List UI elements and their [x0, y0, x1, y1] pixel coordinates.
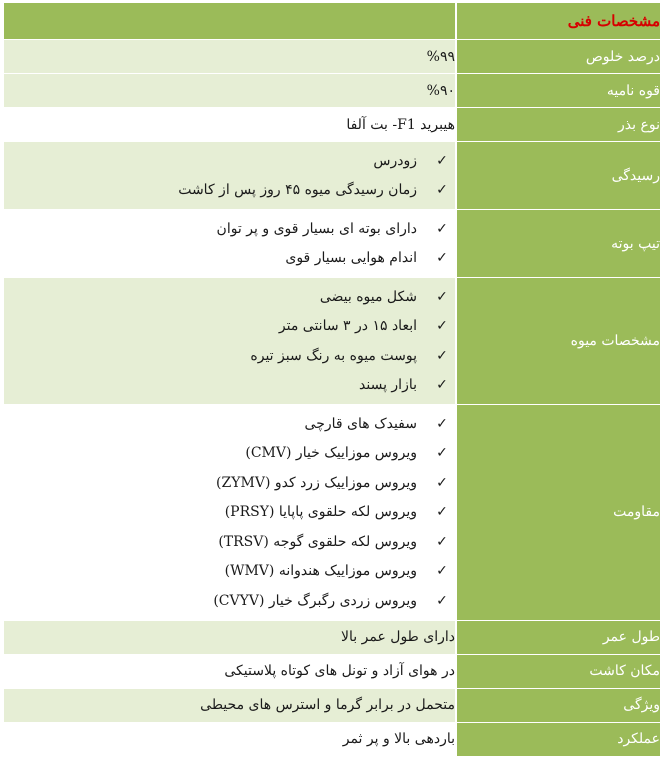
list-item-text: ویروس موزاییک هندوانه (WMV) — [224, 563, 417, 580]
list-item-text: بازار پسند — [359, 377, 417, 394]
check-list — [4, 278, 455, 404]
list-item — [4, 341, 455, 371]
list-item-text: زمان رسیدگی میوه ۴۵ روز پس از کاشت — [178, 182, 417, 199]
row-value: %۹۹ — [4, 40, 456, 74]
row-value — [4, 142, 456, 210]
row-label: مکان کاشت — [456, 654, 660, 688]
check-icon: ✓ — [436, 563, 448, 580]
row-purity — [4, 40, 660, 74]
row-label: قوه نامیه — [456, 74, 660, 108]
header-blank-cell — [4, 3, 456, 40]
list-item — [4, 312, 455, 342]
row-label: رسیدگی — [456, 142, 660, 210]
check-list — [4, 405, 455, 620]
list-item — [4, 439, 455, 469]
check-icon: ✓ — [436, 533, 448, 550]
check-icon: ✓ — [436, 504, 448, 521]
check-icon: ✓ — [436, 288, 448, 305]
row-label: مشخصات میوه — [456, 278, 660, 405]
list-item-text: ویروس موزاییک زرد کدو (ZYMV) — [216, 474, 417, 491]
row-value: %۹۰ — [4, 74, 456, 108]
row-value: باردهی بالا و پر ثمر — [4, 722, 456, 756]
list-item — [4, 146, 455, 176]
header-title: مشخصات فنی — [567, 12, 660, 30]
list-item — [4, 244, 455, 274]
check-icon: ✓ — [436, 445, 448, 462]
row-germination — [4, 74, 660, 108]
row-seed-type — [4, 108, 660, 142]
list-item-text: پوست میوه به رنگ سبز تیره — [250, 347, 417, 364]
list-item-text: اندام هوایی بسیار قوی — [285, 250, 417, 267]
row-value: در هوای آزاد و تونل های کوتاه پلاستیکی — [4, 654, 456, 688]
row-feature — [4, 688, 660, 722]
row-label: ویژگی — [456, 688, 660, 722]
header-cell — [456, 3, 660, 40]
check-icon: ✓ — [436, 250, 448, 267]
check-icon: ✓ — [436, 182, 448, 199]
list-item — [4, 586, 455, 616]
row-value — [4, 210, 456, 278]
list-item-text: زودرس — [373, 152, 417, 169]
row-planting-place — [4, 654, 660, 688]
row-label: طول عمر — [456, 620, 660, 654]
header-row — [4, 3, 660, 40]
row-value: هیبرید F1- بت آلفا — [4, 108, 456, 142]
row-value — [4, 405, 456, 621]
list-item-text: دارای بوته ای بسیار قوی و پر توان — [216, 220, 417, 237]
check-icon: ✓ — [436, 152, 448, 169]
check-icon: ✓ — [436, 220, 448, 237]
row-fruit-specs — [4, 278, 660, 405]
list-item — [4, 409, 455, 439]
check-icon: ✓ — [436, 347, 448, 364]
row-maturity — [4, 142, 660, 210]
row-plant-type — [4, 210, 660, 278]
list-item — [4, 557, 455, 587]
check-list — [4, 142, 455, 209]
spec-table — [4, 3, 660, 757]
row-label: تیپ بوته — [456, 210, 660, 278]
list-item — [4, 282, 455, 312]
list-item — [4, 498, 455, 528]
row-value: متحمل در برابر گرما و استرس های محیطی — [4, 688, 456, 722]
check-icon: ✓ — [436, 415, 448, 432]
row-value — [4, 278, 456, 405]
list-item-text: شکل میوه بیضی — [319, 288, 417, 305]
row-label: نوع بذر — [456, 108, 660, 142]
list-item — [4, 214, 455, 244]
list-item — [4, 176, 455, 206]
list-item — [4, 371, 455, 401]
check-icon: ✓ — [436, 474, 448, 491]
list-item-text: ویروس لکه حلقوی پاپایا (PRSY) — [224, 504, 417, 521]
row-label: عملکرد — [456, 722, 660, 756]
check-icon: ✓ — [436, 592, 448, 609]
list-item-text: ویروس زردی رگبرگ خیار (CVYV) — [213, 592, 417, 609]
check-list — [4, 210, 455, 277]
row-longevity — [4, 620, 660, 654]
list-item-text: ابعاد ۱۵ در ۳ سانتی متر — [278, 318, 417, 335]
check-icon: ✓ — [436, 318, 448, 335]
row-label: درصد خلوص — [456, 40, 660, 74]
row-value: دارای طول عمر بالا — [4, 620, 456, 654]
list-item — [4, 527, 455, 557]
row-resistance — [4, 405, 660, 621]
list-item-text: ویروس لکه حلقوی گوجه (TRSV) — [218, 533, 417, 550]
row-label: مقاومت — [456, 405, 660, 621]
list-item-text: ویروس موزاییک خیار (CMV) — [245, 445, 417, 462]
list-item — [4, 468, 455, 498]
row-yield — [4, 722, 660, 756]
list-item-text: سفیدک های قارچی — [304, 415, 417, 432]
check-icon: ✓ — [436, 377, 448, 394]
